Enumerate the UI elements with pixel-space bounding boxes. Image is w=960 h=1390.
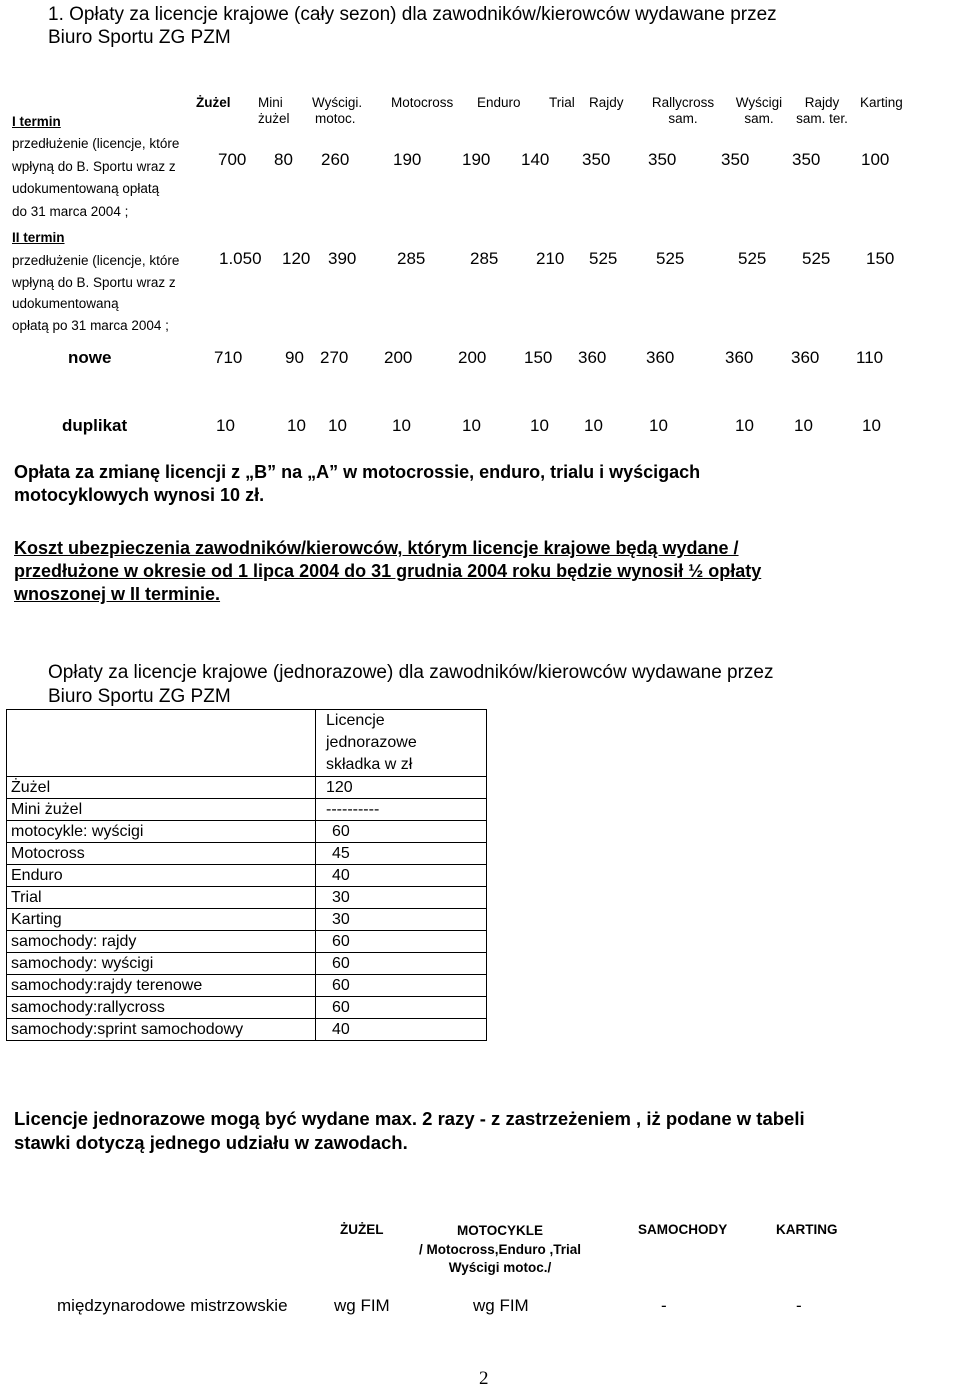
term1-value: 260 <box>321 150 350 169</box>
intl-speedway-value: wg FIM <box>334 1296 390 1315</box>
table-row: samochody:rallycross 60 <box>7 997 487 1019</box>
term2-value: 285 <box>397 249 426 268</box>
new-value: 270 <box>320 348 349 367</box>
new-value: 360 <box>791 348 820 367</box>
table-row: samochody:rajdy terenowe 60 <box>7 975 487 997</box>
table-header-empty <box>7 710 316 777</box>
duplicate-value: 10 <box>794 416 813 435</box>
table-row: Trial 30 <box>7 887 487 909</box>
duplicate-value: 10 <box>530 416 549 435</box>
term2-value: 525 <box>656 249 685 268</box>
term1-value: 350 <box>721 150 750 169</box>
term1-value: 80 <box>274 150 293 169</box>
intl-header-cars: SAMOCHODY <box>638 1222 728 1237</box>
term1-value: 190 <box>393 150 422 169</box>
col-header-moto-racing: Wyścigi. motoc. <box>312 95 363 126</box>
duplicate-value: 10 <box>287 416 306 435</box>
col-header-trial: Trial <box>549 95 575 110</box>
new-value: 710 <box>214 348 243 367</box>
term1-values <box>0 150 960 172</box>
table-header-fee: Licencje jednorazowe składka w zł <box>316 710 487 777</box>
col-header-mini-speedway: Mini żużel <box>258 95 290 126</box>
term1-label: I termin <box>12 114 61 129</box>
col-header-motocross: Motocross <box>391 95 454 110</box>
term2-value: 390 <box>328 249 357 268</box>
new-label: nowe <box>68 348 112 367</box>
intl-karting-value: - <box>796 1296 802 1315</box>
term2-value: 285 <box>470 249 499 268</box>
duplicate-value: 10 <box>584 416 603 435</box>
table-row: motocykle: wyścigi 60 <box>7 821 487 843</box>
new-value: 360 <box>578 348 607 367</box>
duplicate-value: 10 <box>862 416 881 435</box>
term1-description: przedłużenie (licencje, które wpłyną do B. Sportu wraz z udokumentowaną opłatą do 31 marca 2004 ; <box>12 136 180 219</box>
new-value: 90 <box>285 348 304 367</box>
new-value: 360 <box>646 348 675 367</box>
col-header-car-racing: Wyścigi sam. <box>735 95 783 126</box>
duplicate-value: 10 <box>328 416 347 435</box>
term1-value: 100 <box>861 150 890 169</box>
term1-value: 700 <box>218 150 247 169</box>
term2-values <box>0 249 960 271</box>
single-license-title: Opłaty za licencje krajowe (jednorazowe) dla zawodników/kierowców wydawane przez Biuro Sportu ZG PZM <box>48 662 774 707</box>
duplicate-value: 10 <box>392 416 411 435</box>
new-value: 110 <box>856 348 884 367</box>
table-row: Motocross 45 <box>7 843 487 865</box>
duplicate-label: duplikat <box>62 416 128 435</box>
table-header-row <box>7 710 487 777</box>
license-change-fee-note: Opłata za zmianę licencji z „B” na „A” w motocrossie, enduro, trialu i wyścigach motocyklowych wynosi 10 zł. <box>14 462 701 505</box>
intl-cars-value: - <box>661 1296 667 1315</box>
col-header-karting: Karting <box>860 95 903 110</box>
term2-value: 210 <box>536 249 565 268</box>
term2-value: 150 <box>866 249 895 268</box>
table-row: Enduro 40 <box>7 865 487 887</box>
term2-label: II termin <box>12 230 65 245</box>
term1-value: 350 <box>792 150 821 169</box>
term2-value: 525 <box>738 249 767 268</box>
intl-header-motorcycles: MOTOCYKLE / Motocross,Enduro ,Trial Wyścigi motoc./ <box>418 1223 582 1275</box>
section-title-line2: Biuro Sportu ZG PZM <box>48 27 231 48</box>
table-row: samochody:sprint samochodowy 40 <box>7 1019 487 1041</box>
single-license-table <box>6 709 487 1041</box>
intl-header-speedway: ŻUŻEL <box>340 1222 384 1237</box>
term1-value: 140 <box>521 150 550 169</box>
table-row: Mini żużel ---------- <box>7 799 487 821</box>
term2-value: 120 <box>282 249 311 268</box>
page-number: 2 <box>479 1368 489 1389</box>
intl-header-karting: KARTING <box>776 1222 838 1237</box>
insurance-note: Koszt ubezpieczenia zawodników/kierowców, którym licencje krajowe będą wydane / przedłużone w okresie od 1 lipca 2004 do 31 grudnia 2004 roku będzie wynosił ½ opłaty wnoszonej w II terminie. <box>14 538 762 604</box>
new-value: 200 <box>384 348 413 367</box>
term1-value: 350 <box>582 150 611 169</box>
table-row: Karting 30 <box>7 909 487 931</box>
duplicate-value: 10 <box>462 416 481 435</box>
term2-value: 525 <box>589 249 618 268</box>
new-value: 360 <box>725 348 754 367</box>
intl-row-label: międzynarodowe mistrzowskie <box>57 1296 288 1315</box>
term1-value: 190 <box>462 150 491 169</box>
section-title: 1. Opłaty za licencje krajowe (cały sezon) dla zawodników/kierowców wydawane przez <box>48 4 777 25</box>
new-values <box>0 348 960 370</box>
duplicate-value: 10 <box>735 416 754 435</box>
new-value: 200 <box>458 348 487 367</box>
term1-value: 350 <box>648 150 677 169</box>
table-row: samochody: rajdy 60 <box>7 931 487 953</box>
duplicate-value: 10 <box>649 416 668 435</box>
term2-value: 525 <box>802 249 831 268</box>
duplicate-value: 10 <box>216 416 235 435</box>
col-header-rally: Rajdy <box>589 95 624 110</box>
col-header-enduro: Enduro <box>477 95 521 110</box>
new-value: 150 <box>524 348 553 367</box>
single-license-note: Licencje jednorazowe mogą być wydane max. 2 razy - z zastrzeżeniem , iż podane w tabeli stawki dotyczą jednego udziału w zawodach. <box>14 1108 805 1153</box>
term2-value: 1.050 <box>219 249 262 268</box>
table-row: samochody: wyścigi 60 <box>7 953 487 975</box>
duplicate-values <box>0 416 960 438</box>
col-header-speedway: Żużel <box>196 95 231 110</box>
col-header-rallycross: Rallycross sam. <box>651 95 715 126</box>
table-row: Żużel 120 <box>7 777 487 799</box>
col-header-offroad-rally: Rajdy sam. ter. <box>796 95 848 126</box>
intl-motorcycles-value: wg FIM <box>473 1296 529 1315</box>
term2-description: przedłużenie (licencje, które wpłyną do B. Sportu wraz z udokumentowaną opłatą po 31 marca 2004 ; <box>12 253 180 333</box>
